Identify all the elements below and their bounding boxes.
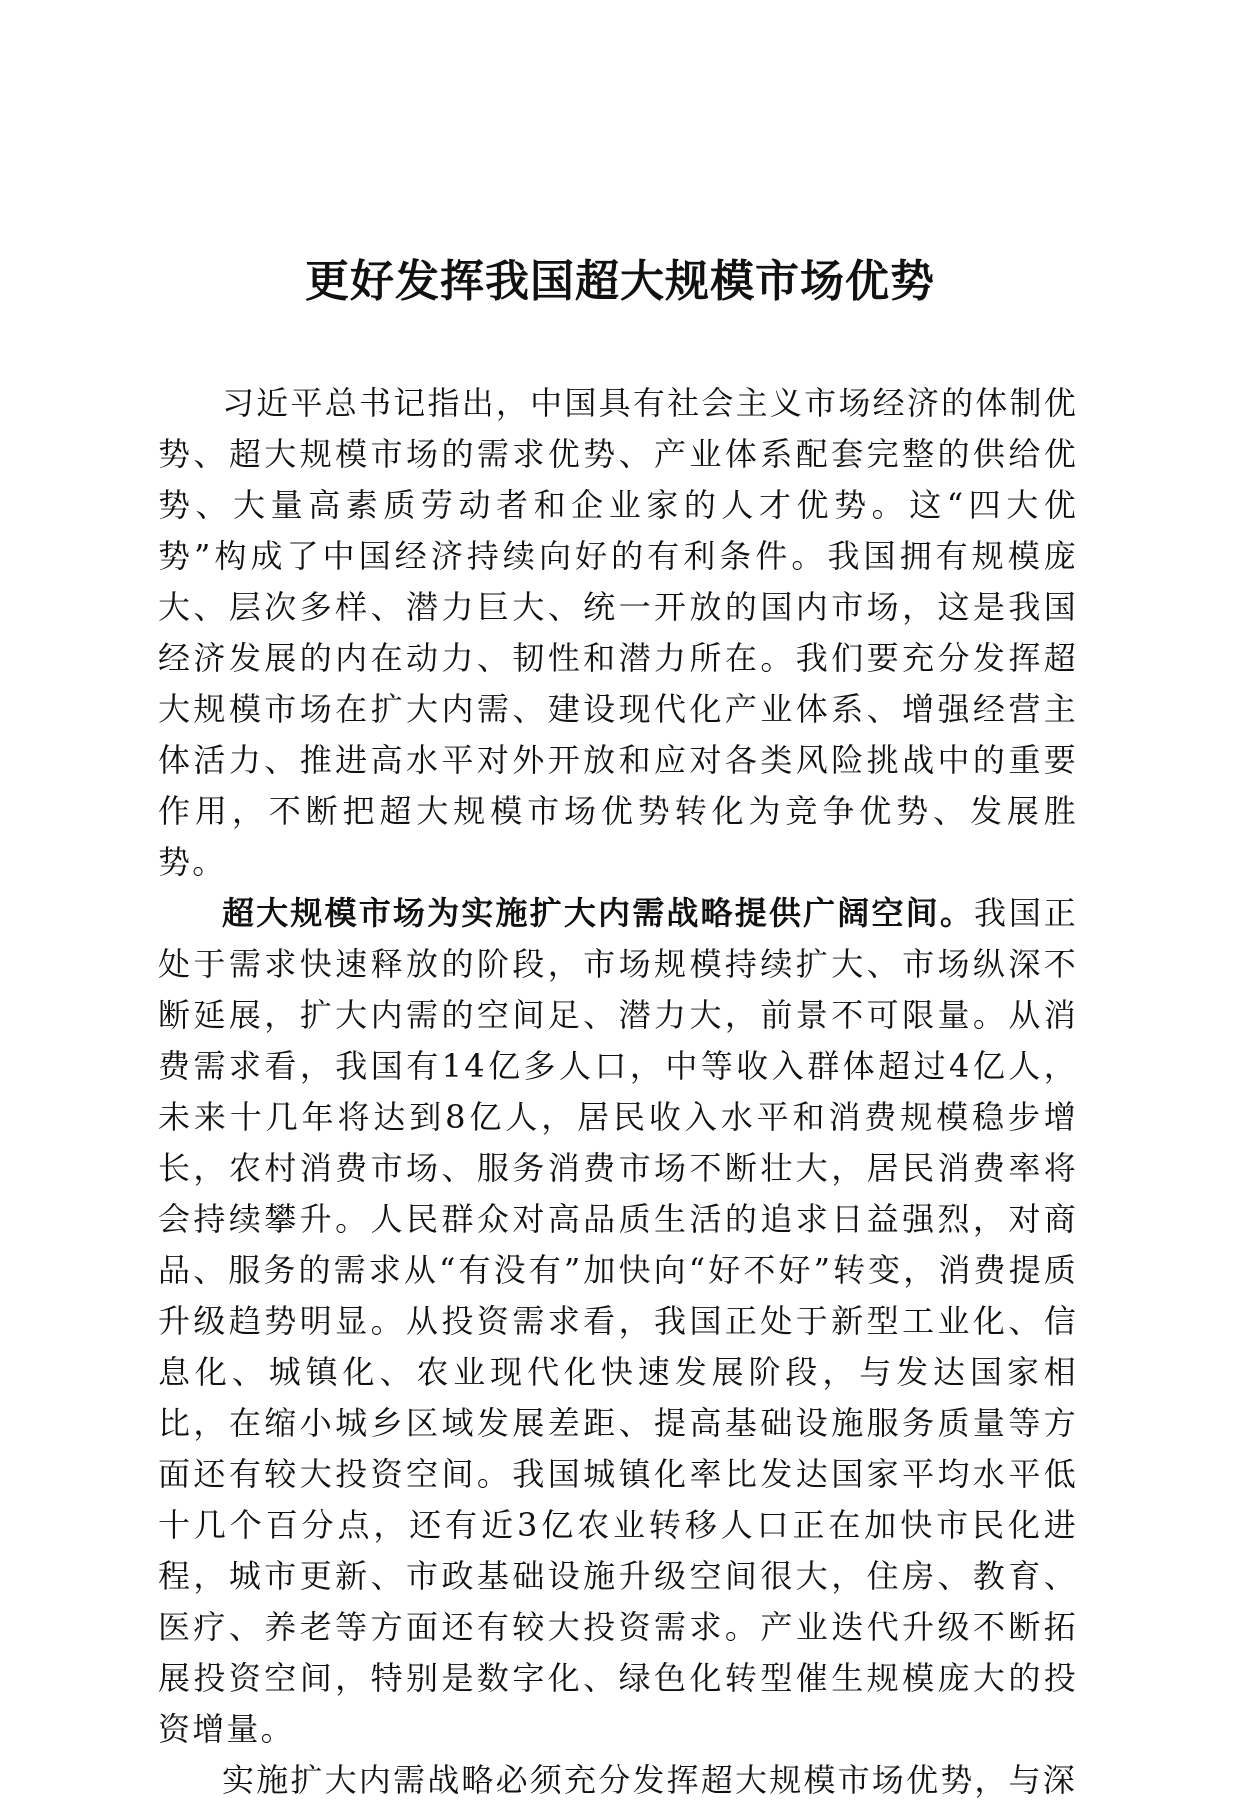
paragraph-2 xyxy=(158,888,1078,1755)
paragraph-1-text: 习近平总书记指出，中国具有社会主义市场经济的体制优势、超大规模市场的需求优势、产业体系配套完整的供给优势、大量高素质劳动者和企业家的人才优势。这“四大优势”构成了中国经济持续向好的有利条件。我国拥有规模庞大、层次多样、潜力巨大、统一开放的国内市场，这是我国经济发展的内在动力、韧性和潜力所在。我们要充分发挥超大规模市场在扩大内需、建设现代化产业体系、增强经营主体活力、推进高水平对外开放和应对各类风险挑战中的重要作用，不断把超大规模市场优势转化为竞争优势、发展胜势。 xyxy=(158,384,1078,881)
paragraph-3 xyxy=(158,1755,1078,1806)
document-body xyxy=(158,378,1078,1806)
paragraph-2-text: 我国正处于需求快速释放的阶段，市场规模持续扩大、市场纵深不断延展，扩大内需的空间足、潜力大，前景不可限量。从消费需求看，我国有14亿多人口，中等收入群体超过4亿人，未来十几年将达到8亿人，居民收入水平和消费规模稳步增长，农村消费市场、服务消费市场不断壮大，居民消费率将会持续攀升。人民群众对高品质生活的追求日益强烈，对商品、服务的需求从“有没有”加快向“好不好”转变，消费提质升级趋势明显。从投资需求看，我国正处于新型工业化、信息化、城镇化、农业现代化快速发展阶段，与发达国家相比，在缩小城乡区域发展差距、提高基础设施服务质量等方面还有较大投资空间。我国城镇化率比发达国家平均水平低十几个百分点，还有近3亿农业转移人口正在加快市民化进程，城市更新、市政基础设施升级空间很大，住房、教育、医疗、养老等方面还有较大投资需求。产业迭代升级不断拓展投资空间，特别是数字化、绿色化转型催生规模庞大的投资增量。 xyxy=(158,894,1078,1748)
document-title: 更好发挥我国超大规模市场优势 xyxy=(305,256,935,307)
paragraph-1 xyxy=(158,378,1078,888)
paragraph-3-text: 实施扩大内需战略必须充分发挥超大规模市场优势，与深 xyxy=(222,1761,1078,1799)
paragraph-2-lead: 超大规模市场为实施扩大内需战略提供广阔空间。 xyxy=(222,894,975,932)
